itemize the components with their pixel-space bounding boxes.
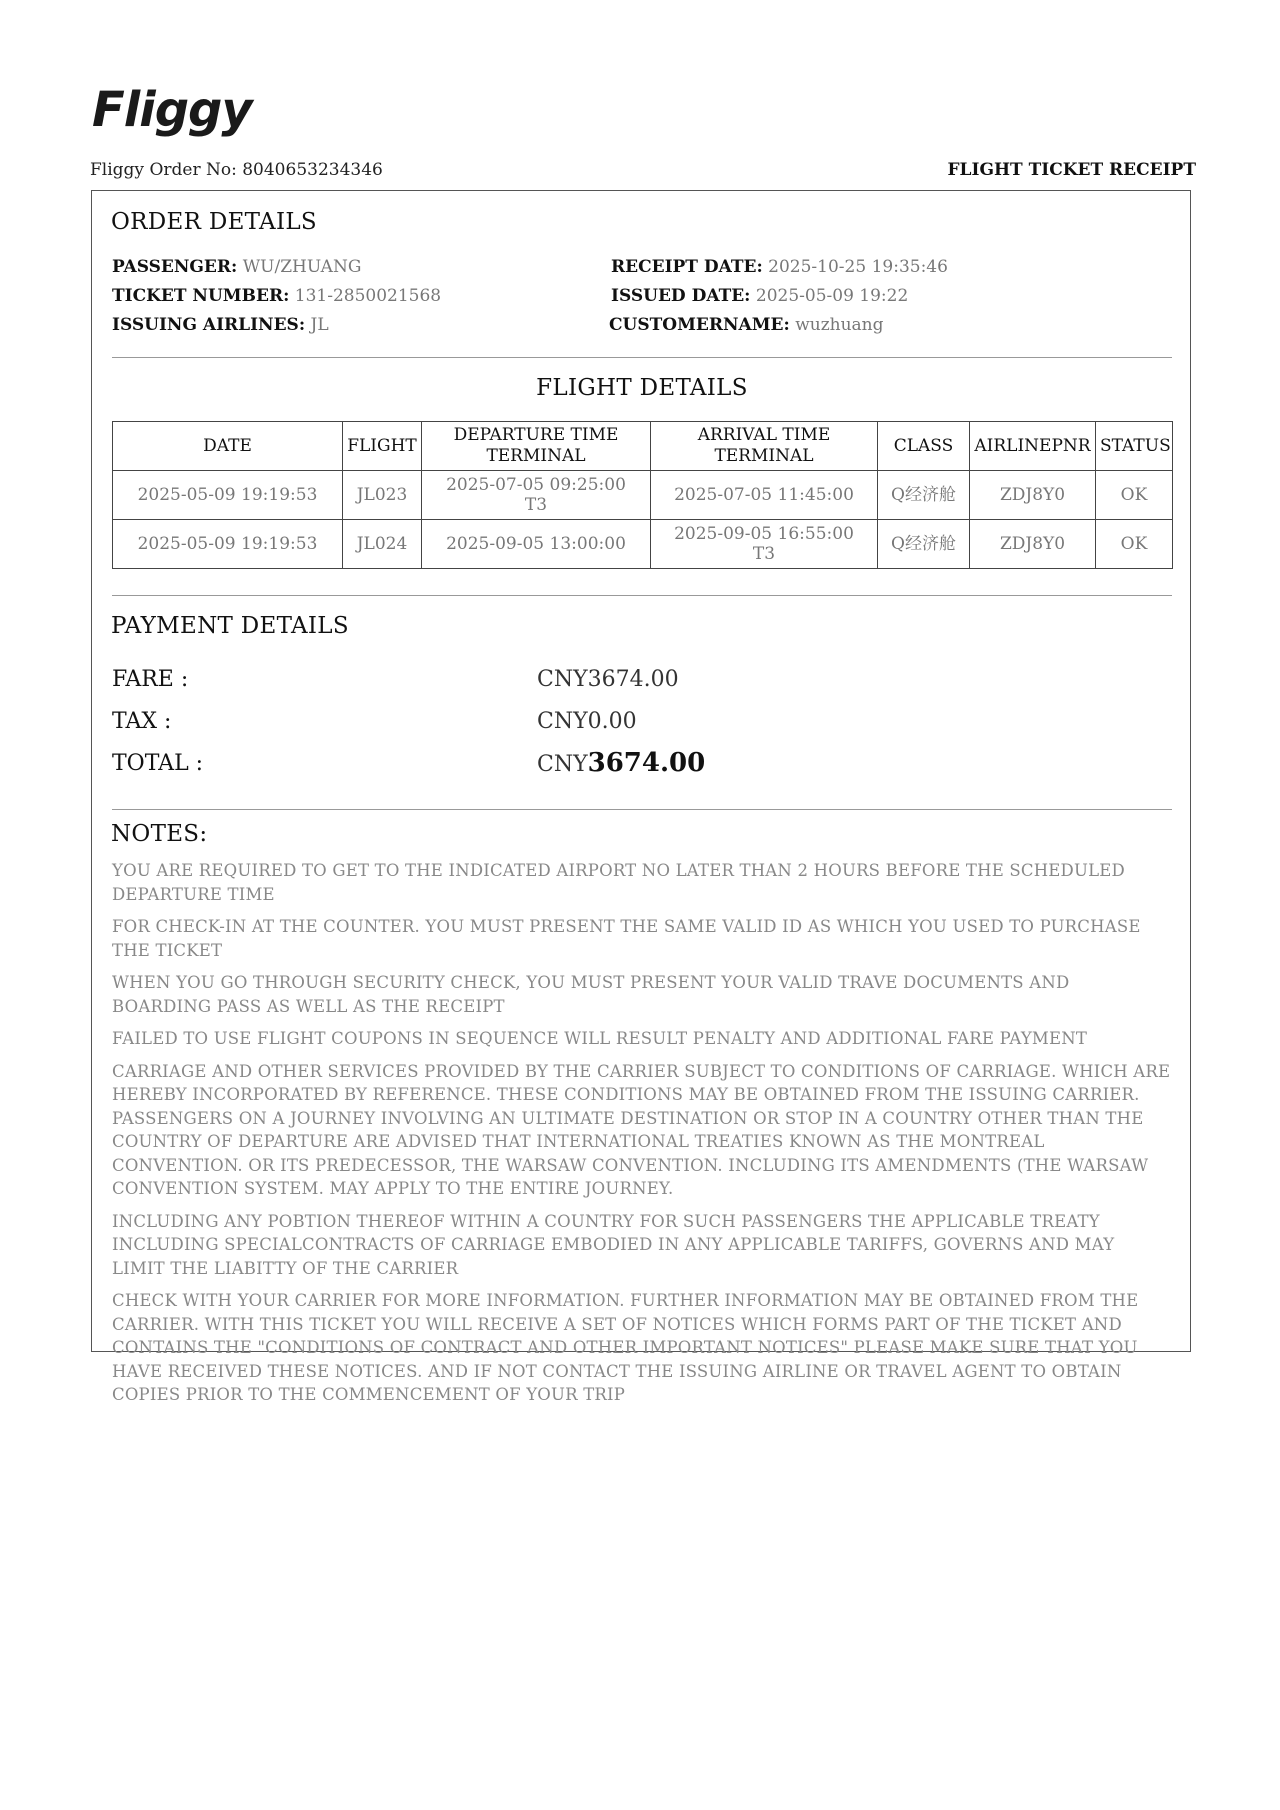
tax-value: CNY0.00	[537, 709, 637, 734]
col-header-class: CLASS	[878, 422, 970, 471]
cell-departure-terminal: T3	[524, 495, 548, 515]
total-value	[537, 748, 705, 778]
cell-date: 2025-05-09 19:19:53	[113, 471, 343, 520]
ticket-number-value: 131-2850021568	[294, 286, 442, 306]
customername-row	[609, 315, 884, 335]
issuing-airlines-row	[112, 315, 329, 335]
receipt-date-value: 2025-10-25 19:35:46	[768, 257, 948, 277]
issuing-airlines-value: JL	[310, 315, 329, 335]
note-paragraph: YOU ARE REQUIRED TO GET TO THE INDICATED AIRPORT NO LATER THAN 2 HOURS BEFORE THE SCHEDULED DEPARTURE TIME	[112, 861, 1125, 904]
cell-departure-time: 2025-09-05 13:00:00	[446, 534, 626, 554]
passenger-label: PASSENGER:	[112, 257, 238, 277]
tax-label: TAX :	[112, 709, 172, 734]
total-label: TOTAL :	[112, 751, 204, 776]
cell-flight: JL024	[343, 520, 422, 569]
fliggy-logo: Fliggy	[92, 82, 252, 138]
issuing-airlines-label: ISSUING AIRLINES:	[112, 315, 306, 335]
issued-date-row	[611, 286, 908, 306]
total-currency: CNY	[537, 752, 588, 777]
ticket-number-label: TICKET NUMBER:	[112, 286, 290, 306]
receipt-date-label: RECEIPT DATE:	[611, 257, 763, 277]
cell-airlinepnr: ZDJ8Y0	[970, 520, 1096, 569]
total-amount: 3674.00	[587, 748, 706, 778]
ticket-number-row	[112, 286, 441, 306]
col-header-date: DATE	[113, 422, 343, 471]
order-number-value: 8040653234346	[242, 160, 383, 180]
col-header-arrival-line2: TERMINAL	[714, 446, 814, 466]
cell-departure	[422, 520, 651, 569]
cell-departure	[422, 471, 651, 520]
receipt-date-row	[611, 257, 948, 277]
cell-arrival-time: 2025-07-05 11:45:00	[674, 485, 854, 505]
divider	[112, 595, 1172, 596]
flight-table	[112, 421, 1173, 569]
order-details-title: ORDER DETAILS	[111, 209, 317, 235]
cell-arrival-time: 2025-09-05 16:55:00	[674, 524, 854, 544]
col-header-airlinepnr: AIRLINEPNR	[970, 422, 1096, 471]
payment-details-title: PAYMENT DETAILS	[111, 613, 349, 639]
note-paragraph: FAILED TO USE FLIGHT COUPONS IN SEQUENCE WILL RESULT PENALTY AND ADDITIONAL FARE PAYMENT	[112, 1029, 1088, 1048]
customername-value: wuzhuang	[795, 315, 884, 335]
col-header-status: STATUS	[1096, 422, 1173, 471]
note-paragraph: INCLUDING ANY POBTION THEREOF WITHIN A COUNTRY FOR SUCH PASSENGERS THE APPLICABLE TREATY INCLUDING SPECIALCONTRACTS OF CARRIAGE EMBODIED IN ANY APPLICABLE TARIFFS, GOVERNS AND MAY LIMIT THE LIABITTY OF THE CARRIER	[112, 1211, 1115, 1278]
cell-departure-time: 2025-07-05 09:25:00	[446, 475, 626, 495]
cell-arrival-terminal: T3	[752, 544, 776, 564]
cell-status: OK	[1096, 471, 1173, 520]
order-number-label: Fliggy Order No:	[90, 160, 237, 180]
col-header-departure-line2: TERMINAL	[486, 446, 586, 466]
fare-value: CNY3674.00	[537, 667, 679, 692]
order-number	[90, 160, 383, 180]
cell-arrival	[651, 471, 878, 520]
cell-airlinepnr: ZDJ8Y0	[970, 471, 1096, 520]
note-paragraph: CHECK WITH YOUR CARRIER FOR MORE INFORMATION. FURTHER INFORMATION MAY BE OBTAINED FROM THE CARRIER. WITH THIS TICKET YOU WILL RECEIVE A SET OF NOTICES WHICH FORMS PART OF THE TICKET AND CONTAINS THE "CONDITIONS OF CONTRACT AND OTHER IMPORTANT NOTICES" PLEASE MAKE SURE THAT YOU HAVE RECEIVED THESE NOTICES. AND IF NOT CONTACT THE ISSUING AIRLINE OR TRAVEL AGENT TO OBTAIN COPIES PRIOR TO THE COMMENCEMENT OF YOUR TRIP	[112, 1291, 1139, 1404]
cell-date: 2025-05-09 19:19:53	[113, 520, 343, 569]
note-paragraph: FOR CHECK-IN AT THE COUNTER. YOU MUST PRESENT THE SAME VALID ID AS WHICH YOU USED TO PURCHASE THE TICKET	[112, 917, 1141, 960]
note-paragraph: CARRIAGE AND OTHER SERVICES PROVIDED BY THE CARRIER SUBJECT TO CONDITIONS OF CARRIAGE. WHICH ARE HEREBY INCORPORATED BY REFERENCE. THESE CONDITIONS MAY BE OBTAINED FROM THE ISSUING CARRIER. PASSENGERS ON A JOURNEY INVOLVING AN ULTIMATE DESTINATION OR STOP IN A COUNTRY OTHER THAN THE COUNTRY OF DEPARTURE ARE ADVISED THAT INTERNATIONAL TREATIES KNOWN AS THE MONTREAL CONVENTION. OR ITS PREDECESSOR, THE WARSAW CONVENTION. INCLUDING ITS AMENDMENTS (THE WARSAW CONVENTION SYSTEM. MAY APPLY TO THE ENTIRE JOURNEY.	[112, 1061, 1171, 1198]
cell-class: Q经济舱	[878, 520, 970, 569]
cell-flight: JL023	[343, 471, 422, 520]
fare-label: FARE :	[112, 667, 189, 692]
passenger-value: WU/ZHUANG	[242, 257, 362, 277]
issued-date-label: ISSUED DATE:	[611, 286, 751, 306]
col-header-flight: FLIGHT	[343, 422, 422, 471]
col-header-departure-line1: DEPARTURE TIME	[453, 425, 619, 445]
col-header-departure	[422, 422, 651, 471]
cell-class: Q经济舱	[878, 471, 970, 520]
receipt-card	[91, 190, 1191, 1404]
issued-date-value: 2025-05-09 19:22	[755, 286, 909, 306]
notes-title: NOTES:	[111, 821, 208, 847]
document-title: FLIGHT TICKET RECEIPT	[947, 160, 1196, 180]
note-paragraph: WHEN YOU GO THROUGH SECURITY CHECK, YOU MUST PRESENT YOUR VALID TRAVE DOCUMENTS AND BOARDING PASS AS WELL AS THE RECEIPT	[112, 973, 1070, 1016]
flight-details-title: FLIGHT DETAILS	[536, 375, 748, 401]
divider	[112, 809, 1172, 810]
table-header-row	[113, 422, 1173, 471]
col-header-arrival	[651, 422, 878, 471]
cell-arrival	[651, 520, 878, 569]
table-row	[113, 471, 1173, 520]
customername-label: CUSTOMERNAME:	[609, 315, 790, 335]
notes-body	[112, 859, 1172, 1416]
table-row	[113, 520, 1173, 569]
passenger-row	[112, 257, 361, 277]
divider	[112, 357, 1172, 358]
col-header-arrival-line1: ARRIVAL TIME	[697, 425, 831, 445]
cell-status: OK	[1096, 520, 1173, 569]
